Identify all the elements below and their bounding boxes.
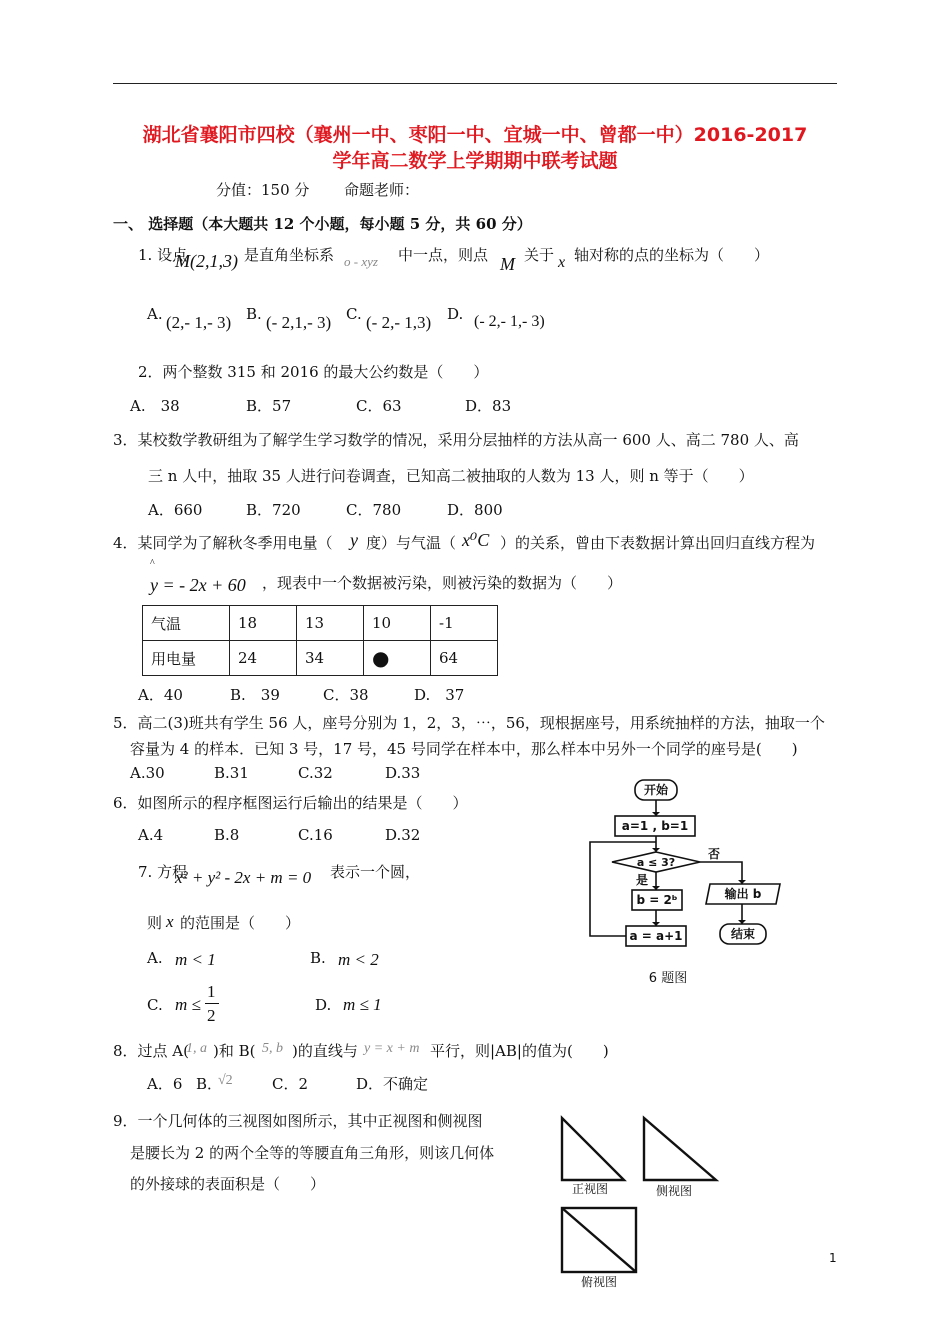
flow-increment-label: a = a+1 [629,929,683,943]
q7-option-b-label: B. [310,949,326,967]
question-2: 2．两个整数 315 和 2016 的最大公约数是（ ） [138,363,489,381]
q2-option-c: C．63 [356,397,402,415]
q7-x: x [166,912,174,931]
q4-y: y [350,530,358,550]
side-view-label: 侧视图 [655,1184,693,1198]
front-view-triangle [562,1118,624,1180]
q7-text-b: 表示一个圆， [330,863,421,881]
table-cell: 64 [431,641,498,676]
flow-end-label: 结束 [730,927,756,941]
q2-option-a: A. 38 [130,397,180,415]
flow-start-label: 开始 [643,783,669,797]
q1-system: o - xyz [344,254,378,269]
q6-option-c: C.16 [298,826,333,844]
q1-text-d: 关于 [524,246,555,264]
q1-point: M(2,1,3) [175,251,238,271]
q8-text-d: 平行，则|AB|的值为( ) [430,1042,609,1060]
q2-option-b: B．57 [246,397,292,415]
q1-option-b-label: B. [246,305,262,323]
q6-option-b: B.8 [214,826,240,844]
q7-text-c: 则 [147,914,163,932]
q4-option-c: C．38 [323,686,369,704]
q6-option-d: D.32 [385,826,421,844]
flow-caption: 6 题图 [648,971,688,986]
q4-option-a: A．40 [138,686,183,704]
title-line-1: 湖北省襄阳市四校（襄州一中、枣阳一中、宜城一中、曾都一中）2016-2017 [142,124,808,146]
q8-point-b: 5, b [262,1041,283,1056]
q1-option-b: (- 2,1,- 3) [266,313,332,332]
q4-text-d: ，现表中一个数据被污染，则被污染的数据为（ ） [262,574,623,592]
q4-text-c: ）的关系，曾由下表数据计算出回归直线方程为 [500,534,816,552]
question-6: 6．如图所示的程序框图运行后输出的结果是（ ） [113,794,468,812]
q7-equation: x² + y² - 2x + m = 0 [175,868,312,887]
q7-option-b: m < 2 [338,950,379,969]
table-cell: 13 [297,606,364,641]
flow-assign-label: b = 2ᵇ [636,893,678,907]
q8-line: y = x + m [364,1041,420,1056]
q1-text-c: 中一点，则点 [398,246,489,264]
q7-option-d-label: D. [315,996,332,1014]
top-view-label: 俯视图 [580,1275,618,1289]
q2-option-d: D．83 [465,397,512,415]
q6-option-a: A.4 [138,826,164,844]
flow-init-label: a=1 , b=1 [621,819,689,833]
q8-option-b: √2 [218,1073,233,1088]
q4-text-a: 4．某同学为了解秋冬季用电量（ [113,534,333,552]
q7-fraction-numerator: 1 [207,982,216,1001]
table-cell: 18 [230,606,297,641]
title-line-2: 学年高二数学上学期期中联考试题 [332,150,618,172]
front-view-label: 正视图 [571,1182,609,1196]
top-view-diagonal [562,1208,636,1272]
section-heading: 一、 选择题（本大题共 12 个小题，每小题 5 分，共 60 分） [113,215,532,233]
three-views-figure [550,1110,730,1290]
q5-option-c: C.32 [298,764,333,782]
table-row [143,641,498,676]
q4-xc: x⁰C [462,530,490,550]
q7-text-a: 7. 方程 [138,863,188,881]
question-9-line-1: 9．一个几何体的三视图如图所示，其中正视图和侧视图 [113,1112,483,1130]
q4-option-d: D. 37 [414,686,465,704]
q3-option-b: B．720 [246,501,301,519]
q1-text-b: 是直角坐标系 [244,246,335,264]
table-cell: 10 [364,606,431,641]
q4-option-b: B. 39 [230,686,280,704]
question-5-line-1: 5．高二(3)班共有学生 56 人，座号分别为 1，2，3，⋯，56，现根据座号，用系统抽样的方法，抽取一个 [113,714,825,732]
q7-option-d: m ≤ 1 [343,995,382,1014]
page-number: 1 [829,1251,837,1265]
table-cell: ● [364,641,431,676]
question-5-line-2: 容量为 4 的样本．已知 3 号，17 号，45 号同学在样本中，那么样本中另外一个同学的座号是( ) [130,740,798,758]
q7-text-d: 的范围是（ ） [180,914,301,932]
q3-option-d: D．800 [447,501,503,519]
q1-option-c: (- 2,- 1,3) [366,313,432,332]
q4-hat: ^ [150,558,155,569]
q7-option-c-label: C. [147,996,163,1014]
q7-fraction-bar [205,1003,219,1004]
q3-option-c: C．780 [346,501,402,519]
table-cell: 气温 [143,606,230,641]
data-table [142,605,498,676]
q1-option-d-label: D. [447,305,464,323]
q7-fraction-denominator: 2 [207,1006,216,1025]
q8-option-b-label: B． [196,1075,223,1093]
question-3-line-1: 3．某校数学教研组为了解学生学习数学的情况，采用分层抽样的方法从高一 600 人、高二 780 人、高 [113,431,799,449]
q8-option-c: C．2 [272,1075,309,1093]
q5-option-d: D.33 [385,764,421,782]
q1-option-d: (- 2,- 1,- 3) [474,313,545,330]
q3-option-a: A．660 [148,501,203,519]
q1-x: x [558,254,566,271]
q7-option-a-label: A. [147,949,163,967]
q1-text-e: 轴对称的点的坐标为（ ） [574,246,770,264]
flow-condition-label: a ≤ 3? [636,856,676,869]
q7-option-c: m ≤ [175,995,201,1014]
table-cell: -1 [431,606,498,641]
q8-text-b: )和 B( [213,1042,256,1060]
flowchart [580,776,800,991]
side-view-triangle [644,1118,716,1180]
question-3-line-2: 三 n 人中，抽取 35 人进行问卷调查，已知高二被抽取的人数为 13 人，则 n 等于（ ） [148,467,754,485]
table-row [143,606,498,641]
q5-option-a: A.30 [130,764,165,782]
q8-point-a: 1, a [186,1041,207,1056]
q1-option-a: (2,- 1,- 3) [166,313,232,332]
q1-option-a-label: A. [147,305,163,323]
q8-option-d: D．不确定 [356,1075,429,1093]
q8-text-c: )的直线与 [292,1042,358,1060]
question-9-line-2: 是腰长为 2 的两个全等的等腰直角三角形，则该几何体 [130,1144,495,1162]
q8-text-a: 8．过点 A( [113,1042,189,1060]
flow-yes-label: 是 [636,873,649,887]
table-cell: 24 [230,641,297,676]
score-label: 分值：150 分 [216,181,310,199]
q4-equation: y = - 2x + 60 [150,575,246,595]
author-label: 命题老师： [344,181,420,199]
q8-option-a: A．6 [147,1075,183,1093]
q5-option-b: B.31 [214,764,249,782]
q1-option-c-label: C. [346,305,362,323]
flow-output-label: 输出 b [724,887,762,901]
q4-text-b: 度）与气温（ [366,534,457,552]
table-cell: 34 [297,641,364,676]
header-rule [113,83,837,84]
q1-m: M [500,254,515,274]
q7-option-a: m < 1 [175,950,216,969]
question-9-line-3: 的外接球的表面积是（ ） [130,1175,326,1193]
flow-no-label: 否 [708,847,721,861]
table-cell: 用电量 [143,641,230,676]
q1-text-a: 1. 设点 [138,246,188,264]
